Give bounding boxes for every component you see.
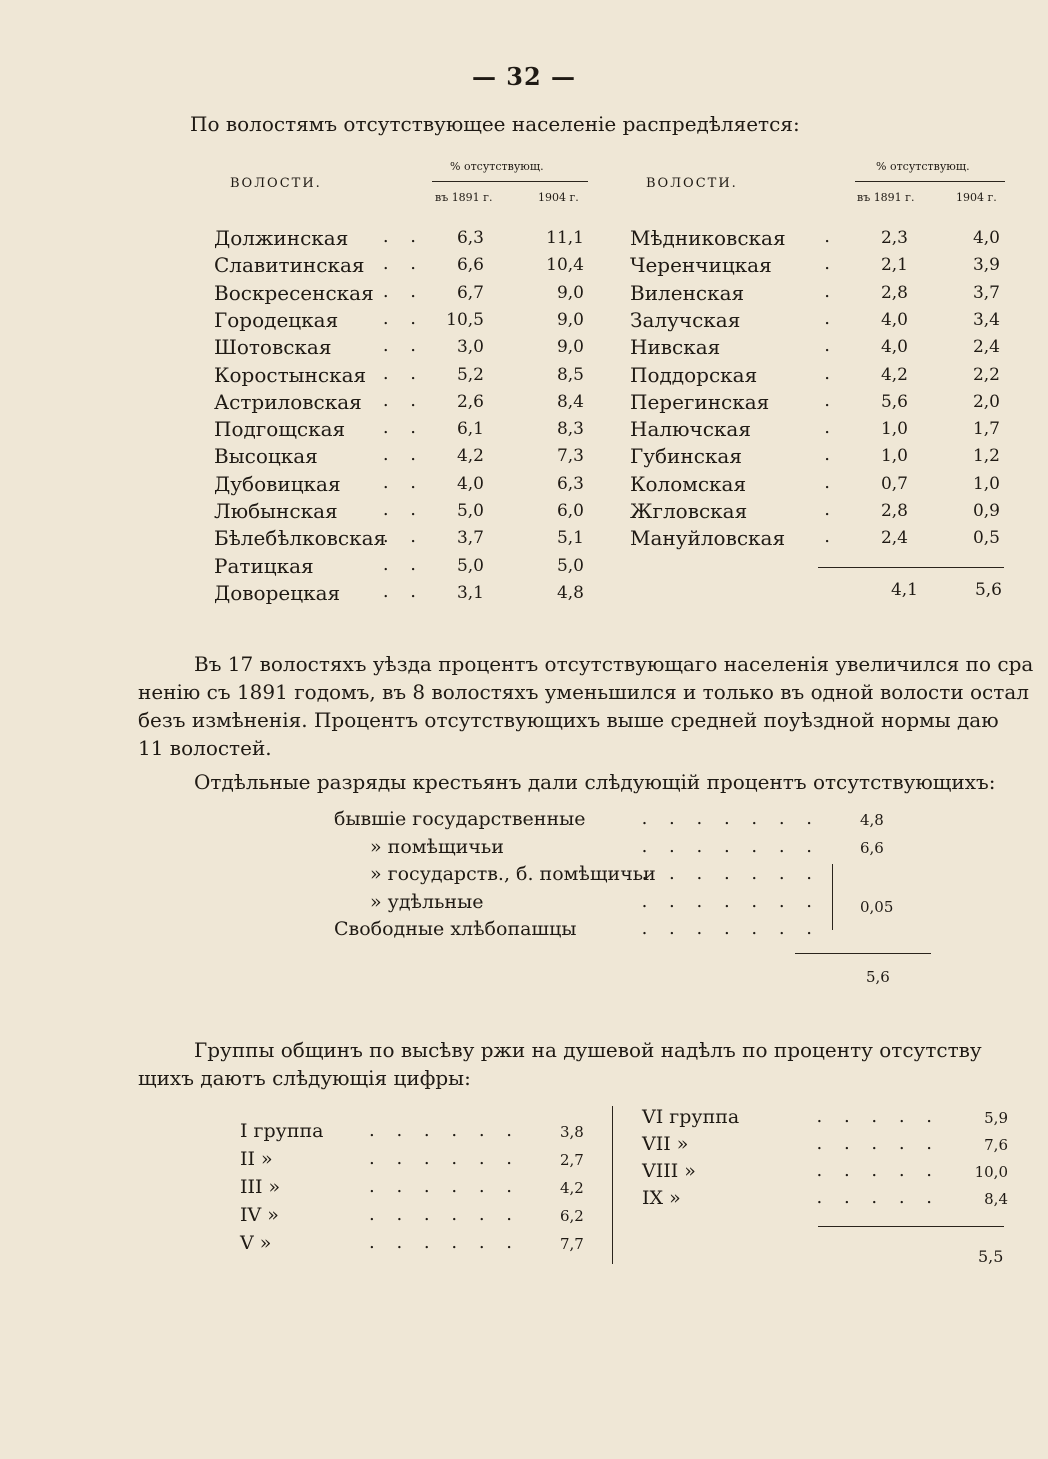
groups-divider: [612, 1106, 613, 1264]
value-1904: 8,5: [556, 364, 584, 385]
volost-name: Налючская: [630, 417, 751, 442]
value-1904: 1,2: [972, 446, 1000, 467]
right-header-rule: [855, 181, 1005, 182]
volost-name: Бѣлебѣлковская: [214, 526, 387, 551]
value-1904: 5,0: [556, 555, 584, 576]
volost-name: Славитинская: [214, 253, 365, 278]
leader-dots: . . . . . .: [369, 1148, 520, 1169]
left-year-1891: въ 1891 г.: [435, 191, 493, 204]
left-year-1904: 1904 г.: [538, 191, 579, 204]
category-label: Свободные хлѣбопашцы: [334, 918, 577, 940]
volost-name: Жгловская: [630, 499, 748, 523]
value-1891: 2,4: [880, 528, 908, 549]
group-label: I группа: [240, 1120, 324, 1142]
volost-name: Любынская: [214, 499, 338, 523]
leader-dots: . .: [382, 553, 424, 575]
value-1891: 3,7: [456, 528, 484, 549]
group-value: 7,7: [560, 1235, 584, 1253]
right-pct-header: % отсутствующ.: [876, 160, 970, 173]
paragraph-3: [138, 1036, 1043, 1094]
right-year-1904: 1904 г.: [956, 191, 997, 204]
value-1891: 6,7: [456, 282, 484, 303]
leader-dots: . .: [382, 499, 424, 520]
value-1891: 2,8: [880, 282, 908, 303]
leader-dots: . .: [382, 471, 424, 493]
value-1904: 5,1: [556, 528, 584, 549]
value-1904: 9,0: [556, 337, 584, 358]
paragraph-1: [138, 650, 1043, 762]
leader-dots: .: [824, 253, 838, 275]
value-1891: 5,2: [456, 364, 484, 385]
value-1891: 2,8: [880, 501, 908, 521]
value-1891: 6,3: [456, 228, 484, 248]
leader-dots: . .: [382, 280, 424, 302]
value-1891: 2,3: [880, 228, 908, 248]
leader-dots: .: [824, 471, 838, 493]
leader-dots: .: [824, 389, 838, 411]
leader-dots: . . . . . . .: [641, 890, 820, 912]
group-value: 6,2: [560, 1207, 584, 1225]
value-1891: 4,0: [456, 473, 484, 494]
value-1904: 0,9: [972, 501, 1000, 521]
leader-dots: . .: [382, 335, 424, 357]
value-1904: 3,9: [972, 255, 1000, 276]
leader-dots: . . . . . . .: [641, 835, 820, 857]
leader-dots: .: [824, 307, 838, 329]
value-1904: 6,0: [556, 501, 584, 521]
leader-dots: . . . . . .: [369, 1120, 520, 1141]
volost-name: Коростынская: [214, 362, 367, 387]
volost-name: Мѣдниковская: [630, 226, 786, 250]
categories-total: 5,6: [866, 968, 890, 986]
value-1891: 2,6: [456, 391, 484, 412]
leader-dots: . . . . . . .: [641, 808, 820, 829]
volost-name: Доворецкая: [214, 580, 341, 605]
volost-name: Астриловская: [214, 389, 362, 414]
leader-dots: . .: [382, 226, 424, 247]
value-1891: 3,0: [456, 337, 484, 358]
para1-line: 11 волостей.: [138, 736, 272, 760]
volost-name: Подгощская: [214, 417, 346, 442]
volost-name: Воскресенская: [214, 280, 374, 305]
right-year-1891: въ 1891 г.: [857, 191, 915, 204]
left-col-header: ВОЛОСТИ.: [230, 176, 322, 191]
value-1891: 4,2: [880, 364, 908, 385]
group-value: 3,8: [560, 1123, 584, 1141]
volost-name: Высоцкая: [214, 444, 318, 469]
value-1904: 3,4: [972, 309, 1000, 330]
groups-total: 5,5: [978, 1247, 1004, 1266]
leader-dots: . . . . . .: [369, 1232, 520, 1253]
value-1891: 5,0: [456, 555, 484, 576]
group-label: VIII »: [642, 1160, 696, 1182]
leader-dots: .: [824, 417, 838, 439]
leader-dots: . . . . .: [816, 1133, 940, 1154]
value-1891: 3,1: [456, 582, 484, 603]
group-label: III »: [240, 1176, 281, 1198]
group-value: 4,2: [560, 1179, 584, 1197]
paragraph-2: Отдѣльные разряды крестьянъ дали слѣдующій процентъ отсутствующихъ:: [194, 770, 996, 794]
left-header-rule: [432, 181, 588, 182]
group-label: VI группа: [642, 1106, 740, 1128]
leader-dots: . . . . . . .: [641, 918, 820, 939]
volost-name: Шотовская: [214, 335, 332, 360]
volost-name: Нивская: [630, 335, 721, 360]
value-1904: 1,0: [972, 473, 1000, 494]
categories-total-rule: [795, 953, 931, 954]
volost-name: Должинская: [214, 226, 349, 250]
value-1891: 1,0: [880, 446, 908, 467]
group-label: VII »: [642, 1133, 689, 1155]
leader-dots: . .: [382, 417, 424, 439]
category-label: » помѣщичьи: [370, 835, 504, 858]
table-total-rule: [818, 567, 1004, 568]
value-1904: 2,0: [972, 391, 1000, 412]
leader-dots: . .: [382, 307, 424, 329]
value-1904: 9,0: [556, 309, 584, 330]
volost-name: Городецкая: [214, 307, 339, 332]
categories-brace-value: 0,05: [860, 898, 894, 916]
leader-dots: . .: [382, 362, 424, 384]
value-1904: 2,2: [972, 364, 1000, 385]
volost-name: Поддорская: [630, 362, 758, 387]
leader-dots: . . . . .: [816, 1106, 940, 1127]
leader-dots: . .: [382, 389, 424, 411]
leader-dots: . .: [382, 526, 424, 548]
value-1891: 0,7: [880, 473, 908, 494]
volost-name: Виленская: [630, 280, 745, 305]
para1-line: безъ измѣненія. Процентъ отсутствующихъ выше средней поуѣздной нормы даю: [138, 708, 999, 732]
total-1904: 5,6: [974, 580, 1002, 600]
value-1904: 4,0: [972, 228, 1000, 248]
para1-line: ненію съ 1891 годомъ, въ 8 волостяхъ уменьшился и только въ одной волости остал: [138, 680, 1029, 704]
value-1904: 0,5: [972, 528, 1000, 549]
leader-dots: . .: [382, 580, 424, 602]
category-label: бывшіе государственные: [334, 808, 586, 830]
para3-line: щихъ даютъ слѣдующія цифры:: [138, 1066, 471, 1090]
volost-name: Залучская: [630, 307, 741, 332]
category-value: 6,6: [860, 838, 884, 857]
value-1891: 6,1: [456, 419, 484, 440]
page-number: — 32 —: [471, 62, 577, 91]
volost-name: Ратицкая: [214, 553, 314, 578]
value-1891: 6,6: [456, 255, 484, 276]
para1-line: Въ 17 волостяхъ уѣзда процентъ отсутствующаго населенія увеличился по сра: [194, 652, 1034, 676]
value-1904: 9,0: [556, 282, 584, 303]
volost-name: Черенчицкая: [630, 253, 772, 278]
right-col-header: ВОЛОСТИ.: [646, 176, 738, 191]
group-label: II »: [240, 1148, 273, 1170]
groups-total-rule: [818, 1226, 1004, 1227]
value-1891: 5,6: [880, 391, 908, 412]
volost-name: Дубовицкая: [214, 471, 341, 496]
group-value: 5,9: [984, 1109, 1008, 1127]
group-value: 7,6: [984, 1136, 1008, 1154]
value-1891: 4,0: [880, 337, 908, 358]
value-1904: 8,4: [556, 391, 584, 412]
category-label: » удѣльные: [370, 890, 484, 913]
leader-dots: .: [824, 335, 838, 357]
value-1891: 5,0: [456, 501, 484, 521]
value-1904: 3,7: [972, 282, 1000, 303]
category-label: » государств., б. помѣщичьи: [370, 863, 656, 885]
category-value: 4,8: [860, 811, 884, 829]
value-1891: 4,2: [456, 446, 484, 467]
leader-dots: .: [824, 280, 838, 302]
value-1891: 2,1: [880, 255, 908, 276]
leader-dots: .: [824, 526, 838, 548]
leader-dots: .: [824, 499, 838, 520]
group-label: V »: [240, 1232, 272, 1254]
leader-dots: . . . . .: [816, 1160, 940, 1181]
para3-line: Группы общинъ по высѣву ржи на душевой надѣлъ по проценту отсутству: [194, 1038, 982, 1062]
volost-name: Перегинская: [630, 389, 770, 414]
leader-dots: .: [824, 226, 838, 247]
volost-name: Мануйловская: [630, 526, 786, 551]
intro-sentence: По волостямъ отсутствующее населеніе распредѣляется:: [190, 112, 800, 136]
total-1891: 4,1: [890, 580, 918, 600]
leader-dots: . . . . . .: [369, 1176, 520, 1197]
group-value: 2,7: [560, 1151, 584, 1169]
leader-dots: . .: [382, 253, 424, 275]
value-1904: 1,7: [972, 419, 1000, 440]
value-1904: 2,4: [972, 337, 1000, 358]
leader-dots: . . . . . .: [369, 1204, 520, 1225]
volost-name: Губинская: [630, 444, 742, 469]
volost-name: Коломская: [630, 471, 747, 496]
value-1891: 10,5: [446, 309, 484, 330]
leader-dots: . . . . . . .: [641, 863, 820, 884]
value-1904: 7,3: [556, 446, 584, 467]
leader-dots: . .: [382, 444, 424, 466]
value-1904: 4,8: [556, 582, 584, 603]
group-label: IV »: [240, 1204, 279, 1226]
leader-dots: .: [824, 444, 838, 466]
value-1904: 10,4: [546, 255, 584, 276]
group-value: 10,0: [974, 1163, 1008, 1181]
leader-dots: . . . . .: [816, 1187, 940, 1208]
categories-brace: [832, 864, 833, 930]
group-value: 8,4: [984, 1190, 1008, 1208]
value-1891: 1,0: [880, 419, 908, 440]
group-label: IX »: [642, 1187, 681, 1209]
value-1891: 4,0: [880, 309, 908, 330]
value-1904: 11,1: [546, 228, 584, 248]
value-1904: 6,3: [556, 473, 584, 494]
leader-dots: .: [824, 362, 838, 384]
left-pct-header: % отсутствующ.: [450, 160, 544, 173]
value-1904: 8,3: [556, 419, 584, 440]
